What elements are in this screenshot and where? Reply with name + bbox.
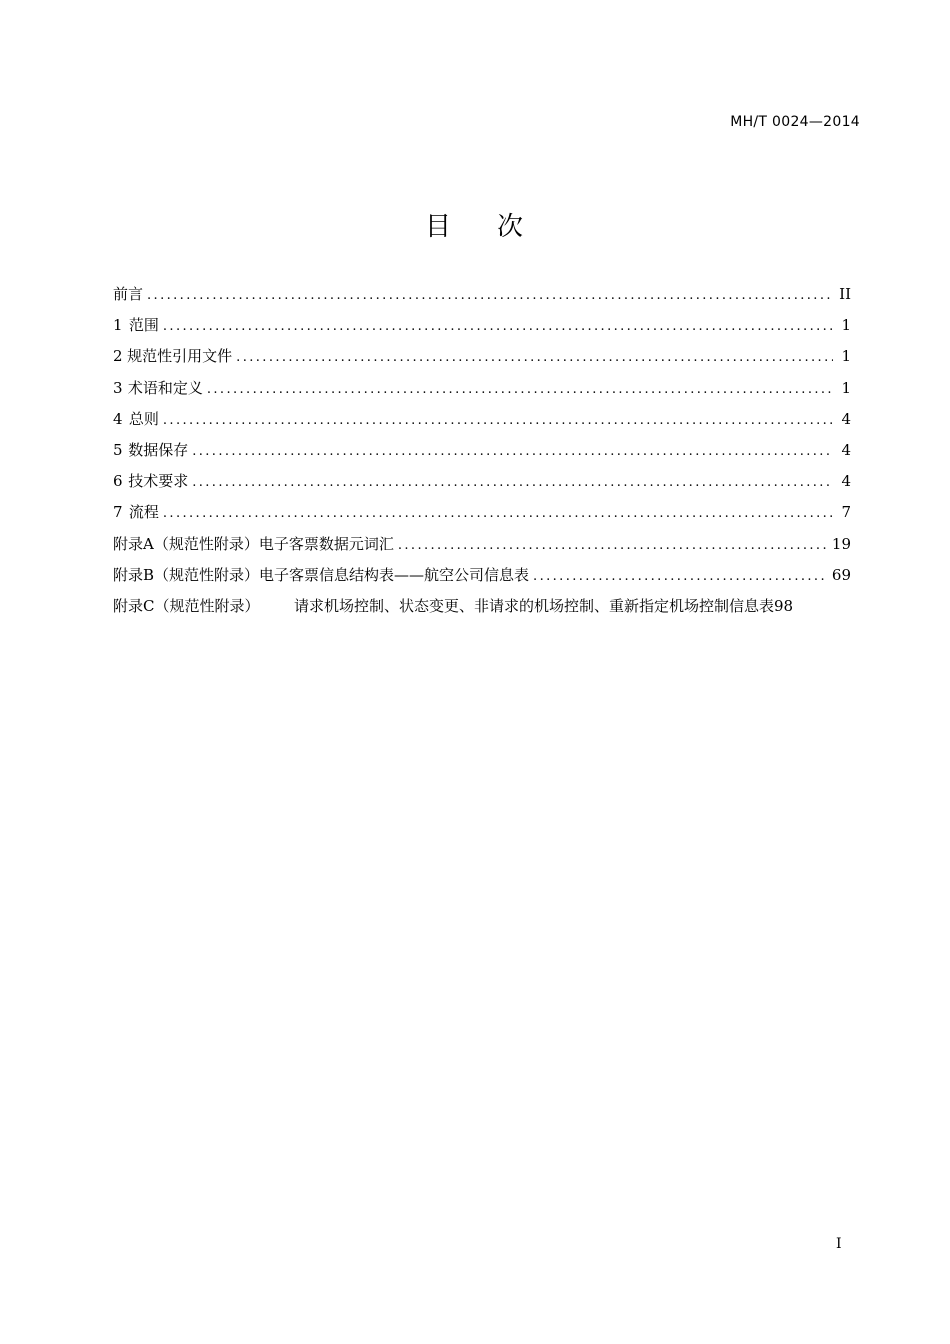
toc-entry-appendix-a[interactable]	[113, 533, 851, 564]
toc-entry-6[interactable]	[113, 470, 851, 501]
toc-entry-page: 1	[841, 378, 851, 397]
toc-entry-page: 4	[841, 409, 851, 428]
toc-entry-page: 7	[841, 503, 851, 522]
toc-title-char-1: 目	[424, 212, 453, 242]
toc-appendix-prefix: 附录A（规范性附录）	[113, 534, 259, 553]
toc-leader-dots	[236, 350, 833, 365]
toc-entry-page: 69	[831, 565, 851, 584]
toc-title-char-2: 次	[497, 212, 526, 242]
toc-entry-page: 4	[841, 440, 851, 459]
document-code: MH/T 0024—2014	[730, 114, 860, 130]
toc-leader-dots	[533, 569, 828, 584]
toc-entry-label: 电子客票数据元词汇	[258, 534, 394, 553]
toc-appendix-prefix: 附录C（规范性附录）	[113, 596, 260, 615]
toc-leader-dots	[147, 288, 833, 303]
toc-entry-page: 1	[841, 316, 851, 335]
toc-leader-dots	[192, 444, 833, 459]
toc-entry-label: 规范性引用文件	[127, 347, 233, 366]
toc-entry-number: 1	[113, 316, 123, 335]
toc-entry-7[interactable]	[113, 501, 851, 532]
toc-entry-5[interactable]	[113, 439, 851, 470]
toc-leader-dots	[398, 538, 828, 553]
toc-entry-label: 前言	[113, 285, 144, 303]
toc-entry-label: 请求机场控制、状态变更、非请求的机场控制、重新指定机场控制信息表	[294, 596, 775, 615]
toc-entry-label: 范围	[128, 316, 159, 335]
table-of-contents	[113, 283, 851, 626]
toc-entry-label: 流程	[128, 503, 159, 522]
toc-leader-dots	[163, 506, 833, 521]
toc-entry-label: 技术要求	[128, 472, 189, 491]
toc-leader-dots	[207, 382, 833, 397]
toc-entry-label: 数据保存	[128, 440, 189, 459]
toc-entry-page: 4	[841, 472, 851, 491]
toc-entry-1[interactable]	[113, 314, 851, 345]
toc-title	[0, 206, 950, 243]
toc-entry-label: 电子客票信息结构表——航空公司信息表	[259, 565, 530, 584]
toc-entry-number: 6	[113, 472, 123, 491]
toc-entry-number: 7	[113, 503, 123, 522]
toc-entry-label: 总则	[128, 409, 159, 428]
toc-entry-number: 4	[113, 409, 123, 428]
toc-leader-dots	[163, 413, 833, 428]
toc-entry-preface[interactable]	[113, 283, 851, 314]
page-number: I	[836, 1236, 842, 1252]
toc-entry-page: 98	[774, 596, 794, 615]
toc-entry-2[interactable]	[113, 345, 851, 376]
toc-entry-number: 3	[113, 378, 123, 397]
toc-leader-dots	[163, 319, 833, 334]
toc-entry-appendix-c[interactable]	[113, 595, 851, 626]
toc-entry-3[interactable]	[113, 377, 851, 408]
toc-entry-4[interactable]	[113, 408, 851, 439]
toc-entry-number: 5	[113, 440, 123, 459]
toc-entry-page: 19	[831, 534, 851, 553]
toc-appendix-prefix: 附录B（规范性附录）	[113, 565, 260, 584]
toc-entry-appendix-b[interactable]	[113, 564, 851, 595]
toc-entry-label: 术语和定义	[127, 378, 203, 397]
toc-leader-dots	[192, 475, 833, 490]
toc-entry-page: 1	[841, 347, 851, 366]
toc-entry-number: 2	[113, 347, 123, 366]
toc-entry-page: II	[839, 285, 851, 303]
